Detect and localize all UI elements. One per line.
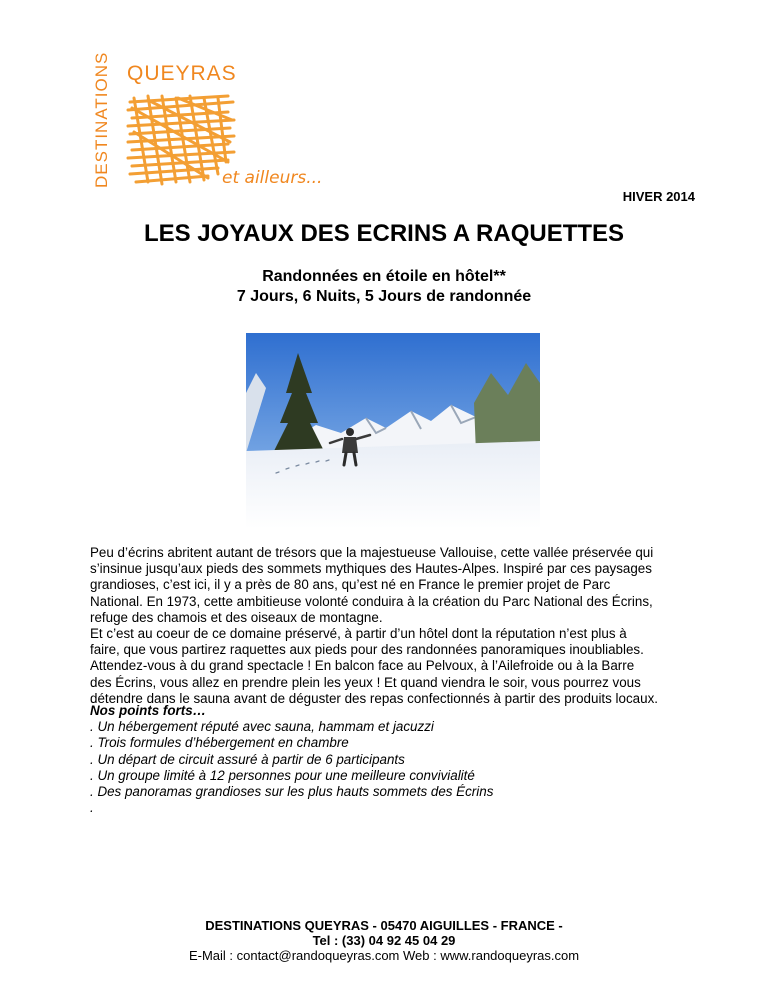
intro-line: Attendez-vous à du grand spectacle ! En balcon face au Pelvoux, à l’Ailefroide ou à la Barre	[90, 658, 635, 674]
season-label: HIVER 2014	[622, 189, 695, 204]
intro-line: s’insinue jusqu’aux pieds des sommets mythiques des Hautes-Alpes. Inspiré par ces paysages	[90, 561, 652, 577]
intro-paragraph	[90, 545, 690, 707]
highlights-heading: Nos points forts…	[90, 703, 207, 718]
list-item: . Un départ de circuit assuré à partir de 6 participants	[90, 751, 405, 767]
snowshoe-photo	[246, 333, 540, 529]
list-item: . Trois formules d’hébergement en chambre	[90, 735, 349, 751]
intro-line: refuge des chamois et des oiseaux de montagne.	[90, 609, 383, 625]
intro-line: National. En 1973, cette ambitieuse volonté conduira à la création du Parc National des Écrins,	[90, 593, 653, 609]
subtitle-line-1: Randonnées en étoile en hôtel**	[262, 268, 506, 285]
footer-company: DESTINATIONS QUEYRAS - 05470 AIGUILLES - FRANCE -	[205, 918, 563, 933]
document-title: LES JOYAUX DES ECRINS A RAQUETTES	[143, 220, 625, 247]
intro-line: Peu d’écrins abritent autant de trésors que la majestueuse Vallouise, cette vallée préservée qui	[90, 545, 654, 560]
highlights-list	[90, 703, 690, 816]
logo-tagline: et ailleurs...	[222, 168, 323, 188]
intro-line: faire, que vous partirez raquettes aux pieds pour des randonnées panoramiques inoubliables.	[90, 642, 644, 658]
logo-brand-text: QUEYRAS	[127, 62, 237, 85]
list-item: . Un groupe limité à 12 personnes pour une meilleure convivialité	[90, 767, 475, 783]
list-item: . Un hébergement réputé avec sauna, hammam et jacuzzi	[90, 719, 434, 735]
list-item: .	[90, 800, 94, 816]
footer-phone: Tel : (33) 04 92 45 04 29	[312, 933, 456, 948]
list-item: . Des panoramas grandioses sur les plus hauts sommets des Écrins	[90, 784, 494, 800]
intro-line: grandioses, c’est ici, il y a près de 80 ans, qu’est né en France le premier projet de Parc	[90, 577, 611, 593]
logo-vertical-text: DESTINATIONS	[92, 51, 111, 188]
subtitle-line-2: 7 Jours, 6 Nuits, 5 Jours de randonnée	[236, 288, 532, 305]
intro-line: des Écrins, vous allez en prendre plein les yeux ! Et quand viendra le soir, vous pourrez vous	[90, 674, 641, 690]
footer-contact: E-Mail : contact@randoqueyras.com Web : www.randoqueyras.com	[188, 948, 580, 963]
intro-line: Et c’est au coeur de ce domaine préservé, à partir d’un hôtel dont la réputation n’est plus à	[90, 626, 627, 642]
intro-line: détendre dans le sauna avant de déguster des repas confectionnés à partir des produits locaux.	[90, 690, 658, 706]
